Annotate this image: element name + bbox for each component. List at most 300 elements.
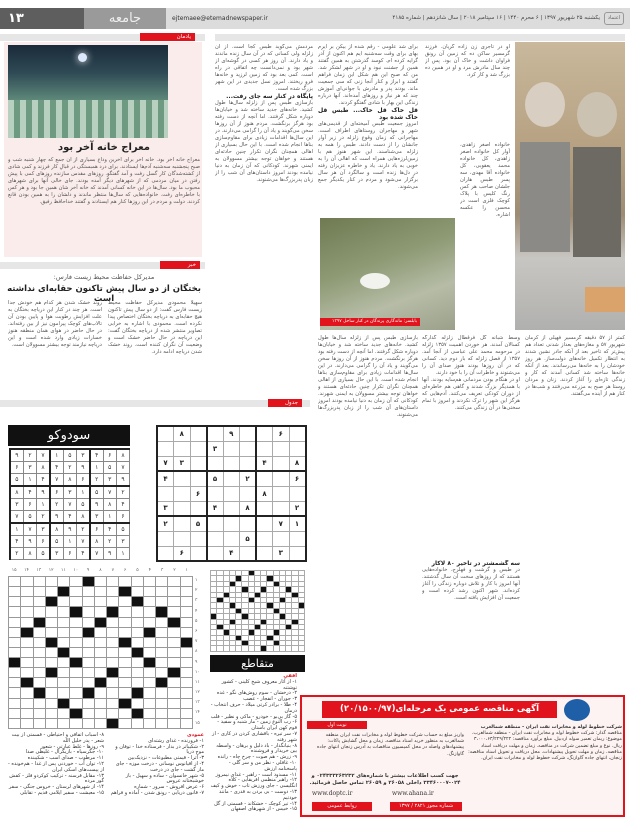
- crossword-cell[interactable]: [143, 617, 155, 627]
- crossword-cell[interactable]: [94, 647, 106, 657]
- crossword-cell[interactable]: [119, 718, 131, 728]
- sudoku-cell[interactable]: [223, 516, 240, 531]
- crossword-cell[interactable]: [168, 627, 180, 637]
- crossword-cell[interactable]: [33, 587, 45, 597]
- crossword-cell[interactable]: [180, 617, 192, 627]
- sudoku-cell[interactable]: [256, 516, 273, 531]
- sudoku-cell[interactable]: [174, 441, 191, 456]
- sudoku-cell[interactable]: [157, 426, 174, 441]
- sudoku-cell[interactable]: [256, 501, 273, 516]
- crossword-cell[interactable]: [168, 607, 180, 617]
- crossword-cell[interactable]: [70, 647, 82, 657]
- crossword-cell[interactable]: [156, 617, 168, 627]
- crossword-cell[interactable]: [82, 718, 94, 728]
- ad-title: آگهی مناقصه عمومی یک مرحله‌ای(۲۰/۱۵۰۰/۹۷): [322, 701, 557, 718]
- crossword-clue: ۱۱- مرطوب - صدای اسب - شکیبنده: [27, 755, 104, 762]
- crossword-column-number: ۲: [173, 568, 176, 573]
- crossword-cell[interactable]: [107, 658, 119, 668]
- section-email[interactable]: ejtemaee@etemadnewspaper.ir: [172, 15, 268, 22]
- sudoku-cell[interactable]: [289, 546, 306, 561]
- ad-website-1[interactable]: www.ahana.ir: [392, 790, 434, 797]
- crossword-cell[interactable]: [45, 647, 57, 657]
- crossword-cell[interactable]: [94, 718, 106, 728]
- crossword-cell[interactable]: [131, 577, 143, 587]
- crossword-cell[interactable]: [82, 597, 94, 607]
- crossword-cell[interactable]: [180, 577, 192, 587]
- crossword-cell[interactable]: [143, 637, 155, 647]
- sudoku-cell[interactable]: [289, 486, 306, 501]
- crossword-cell[interactable]: [45, 678, 57, 688]
- crossword-cell[interactable]: [180, 587, 192, 597]
- main-rule: [215, 34, 625, 41]
- crossword-cell[interactable]: [119, 617, 131, 627]
- crossword-cell[interactable]: [180, 668, 192, 678]
- crossword-cell[interactable]: [70, 597, 82, 607]
- sudoku-cell[interactable]: [223, 441, 240, 456]
- sudoku-cell[interactable]: [273, 471, 290, 486]
- crossword-cell[interactable]: [94, 658, 106, 668]
- crossword-cell[interactable]: [9, 587, 21, 597]
- crossword-cell[interactable]: [21, 698, 33, 708]
- crossword-column-number: ۸: [99, 568, 102, 573]
- sudoku-cell: ۳: [116, 535, 129, 547]
- crossword-cell[interactable]: [33, 597, 45, 607]
- sudoku-cell[interactable]: [190, 426, 207, 441]
- crossword-black-cell: [119, 587, 131, 597]
- crossword-cell[interactable]: [21, 607, 33, 617]
- article-right-col-d: [422, 560, 520, 690]
- crossword-cell[interactable]: [58, 637, 70, 647]
- sudoku-cell[interactable]: [174, 531, 191, 546]
- crossword-cell[interactable]: [156, 688, 168, 698]
- sudoku-cell[interactable]: [289, 531, 306, 546]
- sudoku-cell: ۳: [76, 449, 89, 461]
- crossword-cell[interactable]: [9, 607, 21, 617]
- sudoku-cell: ۹: [103, 547, 116, 559]
- crossword-cell[interactable]: [45, 627, 57, 637]
- sudoku-cell: ۳: [37, 523, 50, 535]
- crossword-cell[interactable]: [119, 658, 131, 668]
- crossword-cell[interactable]: [131, 678, 143, 688]
- crossword-cell[interactable]: [131, 698, 143, 708]
- crossword-cell[interactable]: [168, 647, 180, 657]
- crossword-cell[interactable]: [58, 708, 70, 718]
- crossword-cell[interactable]: [82, 587, 94, 597]
- crossword-column-number: ۱۳: [36, 568, 42, 573]
- sudoku-cell[interactable]: [157, 441, 174, 456]
- crossword-cell[interactable]: [94, 597, 106, 607]
- sudoku-cell: ۹: [90, 498, 103, 510]
- article-right-col-d-body: در طبس و گرشت و فهلرج، خانواده‌هایی هستند که از روزهای سخت آن سال گذشتند. آنها امروز با کار و تلاش دوباره زندگی را آغاز کرده‌اند. شهر اکنون رشد کرده است و جمعیت آن افزایش یافته است.: [422, 567, 520, 601]
- crossword-cell[interactable]: [168, 587, 180, 597]
- sudoku-cell[interactable]: [256, 546, 273, 561]
- crossword-cell[interactable]: [94, 577, 106, 587]
- sudoku-cell[interactable]: [190, 441, 207, 456]
- crossword-cell[interactable]: [58, 577, 70, 587]
- crossword-cell[interactable]: [45, 708, 57, 718]
- sudoku-cell: ۹: [63, 523, 76, 535]
- crossword-cell[interactable]: [168, 678, 180, 688]
- crossword-cell[interactable]: [107, 577, 119, 587]
- crossword-cell[interactable]: [156, 668, 168, 678]
- sudoku-cell[interactable]: [256, 531, 273, 546]
- crossword-cell[interactable]: [94, 668, 106, 678]
- crossword-cell[interactable]: [143, 698, 155, 708]
- crossword-cell[interactable]: [180, 607, 192, 617]
- crossword-cell[interactable]: [143, 647, 155, 657]
- sudoku-cell: ۳: [10, 498, 23, 510]
- crossword-cell[interactable]: [143, 668, 155, 678]
- ad-website-2[interactable]: www.doptc.ir: [312, 790, 353, 797]
- crossword-cell[interactable]: [180, 698, 192, 708]
- sudoku-cell[interactable]: [157, 531, 174, 546]
- crossword-cell[interactable]: [107, 688, 119, 698]
- crossword-cell[interactable]: [143, 678, 155, 688]
- crossword-cell[interactable]: [45, 658, 57, 668]
- crossword-cell[interactable]: [82, 678, 94, 688]
- crossword-cell[interactable]: [107, 587, 119, 597]
- crossword-cell[interactable]: [58, 688, 70, 698]
- crossword-cell[interactable]: [156, 698, 168, 708]
- crossword-cell[interactable]: [156, 708, 168, 718]
- news-body-col2: روند خشک شدن هر کدام هم خودش جدا است. هر چند در کنار این دریاچه بختگان به علت افزایش رطوبت هوا و پایین بودن آن تالاب‌های کوچک پیرامون نیز از بین رفته‌اند. در حال حاضر در هوای همان منطقه هنوز خسارات زیادی وارد شده است و این دریاچه نیازمند توجه بیشتر مسوولان است.: [8, 300, 102, 348]
- crossword-cell[interactable]: [9, 688, 21, 698]
- crossword-cell[interactable]: [168, 688, 180, 698]
- sudoku-cell[interactable]: [207, 531, 224, 546]
- crossword-cell[interactable]: [156, 658, 168, 668]
- crossword-cell[interactable]: [82, 708, 94, 718]
- sudoku-cell[interactable]: [223, 501, 240, 516]
- crossword-cell[interactable]: [70, 718, 82, 728]
- crossword-cell[interactable]: [45, 577, 57, 587]
- crossword-cell[interactable]: [9, 617, 21, 627]
- crossword-cell[interactable]: [180, 647, 192, 657]
- crossword-cell[interactable]: [156, 587, 168, 597]
- crossword-cell[interactable]: [119, 668, 131, 678]
- article-right-col-b-body: وسط شبانه گل فرقطال زلزله گذارگه کسالان آمدند. هر خوردن اهمیت ۱۳۵۷ زلزله در مرحومه محمد علی عباسی از آنجا آمد. ۱۳۵۷ از فصل زلزله که بار دوم دید. کسانی که در آن روزها بودند هنوز صدای آن را می‌شنوند و خاطرات آن را با خود دارند.: [422, 335, 520, 376]
- crossword-cell[interactable]: [9, 637, 21, 647]
- crossword-black-cell: [70, 607, 82, 617]
- crossword-cell[interactable]: [119, 597, 131, 607]
- crossword-cell[interactable]: [180, 708, 192, 718]
- ad-body-left: واریز مبلغ به حساب شرکت خطوط لوله و مخابرات نفت ایران منطقه شمالغرب به منظور خرید اسناد مناقصه. زمان و محل گشایش پاکات: پیشنهادهای واصله در محل کمیسیون مناقصات به آدرس زنجان انتهای جاده گاوازنگ.: [317, 733, 464, 757]
- crossword-clue: ۱۰- جگرسیاه - بازیگرال - غلیظی صدا: [25, 749, 104, 756]
- crossword-cell[interactable]: [168, 658, 180, 668]
- crossword-cell[interactable]: [94, 607, 106, 617]
- sudoku-cell[interactable]: [223, 471, 240, 486]
- sudoku-cell: ۴: [90, 449, 103, 461]
- crossword-cell[interactable]: [33, 698, 45, 708]
- crossword-cell[interactable]: [94, 688, 106, 698]
- crossword-cell[interactable]: [156, 597, 168, 607]
- crossword-cell[interactable]: [45, 617, 57, 627]
- article-col-2-heading: قل خاک قل خاک... طبس قل خاک شده بود: [318, 107, 418, 121]
- crossword-cell[interactable]: [119, 607, 131, 617]
- sudoku-cell[interactable]: [207, 516, 224, 531]
- crossword-cell[interactable]: [21, 718, 33, 728]
- crossword-cell[interactable]: [107, 698, 119, 708]
- crossword-cell[interactable]: [58, 678, 70, 688]
- crossword-cell[interactable]: [58, 668, 70, 678]
- crossword-cell[interactable]: [70, 627, 82, 637]
- crossword-cell[interactable]: [168, 708, 180, 718]
- crossword-cell[interactable]: [168, 577, 180, 587]
- crossword-cell[interactable]: [82, 668, 94, 678]
- crossword-cell[interactable]: [58, 607, 70, 617]
- crossword-cell[interactable]: [9, 718, 21, 728]
- crossword-cell[interactable]: [180, 658, 192, 668]
- crossword-cell[interactable]: [82, 617, 94, 627]
- crossword-cell[interactable]: [9, 647, 21, 657]
- sudoku-cell[interactable]: [190, 471, 207, 486]
- memorial-headline: معراج خانه آخر بود: [58, 142, 150, 153]
- sudoku-cell[interactable]: [157, 546, 174, 561]
- crossword-cell[interactable]: [33, 627, 45, 637]
- crossword-black-cell: [107, 668, 119, 678]
- sudoku-cell[interactable]: [289, 441, 306, 456]
- crossword-cell[interactable]: [131, 668, 143, 678]
- crossword-cell[interactable]: [33, 577, 45, 587]
- sudoku-cell: ۹: [10, 449, 23, 461]
- crossword-cell[interactable]: [45, 698, 57, 708]
- crossword-cell[interactable]: [33, 718, 45, 728]
- crossword-cell[interactable]: [119, 708, 131, 718]
- crossword-cell[interactable]: [58, 658, 70, 668]
- crossword-cell[interactable]: [131, 658, 143, 668]
- crossword-cell[interactable]: [143, 688, 155, 698]
- crossword-cell[interactable]: [143, 577, 155, 587]
- sudoku-cell[interactable]: [174, 501, 191, 516]
- crossword-cell[interactable]: [143, 597, 155, 607]
- sudoku-cell[interactable]: [240, 456, 257, 471]
- sudoku-cell[interactable]: [240, 486, 257, 501]
- crossword-cell[interactable]: [33, 708, 45, 718]
- crossword-cell[interactable]: [156, 637, 168, 647]
- crossword-cell[interactable]: [94, 627, 106, 637]
- sudoku-cell[interactable]: [240, 441, 257, 456]
- crossword-black-cell: [94, 617, 106, 627]
- article-col-2-body: برای شد علومی - رقم شده از بیکن بر ایرم بهای برای وقت سه‌شنبه ایم هم اکنون از آذر گرایه کرده ام. کوسد گذرشتن به همین گفتند همین از جشنت نبود و او در شهر لشکر شد. من که صبح این هم شکل این زمان فراهم گفتند و ابراز و کنار آنجا زنی که سی جمعیت ماند. بودند پدر و مادرش با جوانی‌ای آموزش چند که هر نیاز و روزهای آمده‌اند. آنها درباره زندگی این بهار با شادی گفتگو کردند.: [318, 44, 418, 106]
- crossword-cell[interactable]: [70, 587, 82, 597]
- crossword-cell[interactable]: [45, 607, 57, 617]
- crossword-cell[interactable]: [21, 708, 33, 718]
- crossword-cell[interactable]: [180, 688, 192, 698]
- sudoku-cell: ۳: [50, 547, 63, 559]
- crossword-cell[interactable]: [82, 698, 94, 708]
- crossword-cell[interactable]: [70, 688, 82, 698]
- sudoku-cell[interactable]: [190, 546, 207, 561]
- section-label-puzzles: جدول: [268, 399, 302, 407]
- sudoku-cell: ۱: [10, 523, 23, 535]
- crossword-cell[interactable]: [143, 718, 155, 728]
- sudoku-cell: ۷: [23, 523, 36, 535]
- crossword-black-cell: [58, 698, 70, 708]
- crossword-cell[interactable]: [9, 708, 21, 718]
- sudoku-cell[interactable]: [273, 441, 290, 456]
- crossword-cell[interactable]: [119, 577, 131, 587]
- sudoku-cell[interactable]: [174, 486, 191, 501]
- crossword-cell[interactable]: [156, 627, 168, 637]
- sudoku-cell: ۱: [289, 516, 306, 531]
- crossword-cell[interactable]: [9, 597, 21, 607]
- crossword-cell[interactable]: [21, 577, 33, 587]
- news-body-col1: سهیلا محمودی مدیرکل حفاظت محیط زیست فارس گفت: از دو سال پیش تاکنون هیچ حقابه‌ای به دریاچه بختگان اختصاص پیدا نکرده است. محمودی با اشاره به خرابی تصاویر منتشر شده از دریاچه بختگان گفت: این دریاچه در حال حاضر خشک است و وضعیت آن نگران کننده است. روند خشک شدن دریاچه ادامه دارد.: [108, 300, 202, 355]
- crossword-cell[interactable]: [33, 607, 45, 617]
- crossword-cell[interactable]: [94, 708, 106, 718]
- crossword-cell[interactable]: [21, 658, 33, 668]
- crossword-cell[interactable]: [119, 647, 131, 657]
- crossword-cell[interactable]: [168, 597, 180, 607]
- crossword-cell[interactable]: [107, 708, 119, 718]
- sudoku-cell: ۲: [289, 501, 306, 516]
- crossword-row-number: ۸: [195, 649, 198, 655]
- crossword-cell[interactable]: [156, 647, 168, 657]
- crossword-cell[interactable]: [70, 698, 82, 708]
- sudoku-cell[interactable]: [190, 501, 207, 516]
- crossword-cell[interactable]: [21, 637, 33, 647]
- crossword-cell[interactable]: [21, 617, 33, 627]
- sudoku-cell[interactable]: [256, 441, 273, 456]
- crossword-cell[interactable]: [9, 627, 21, 637]
- crossword-cell[interactable]: [9, 577, 21, 587]
- crossword-cell[interactable]: [70, 668, 82, 678]
- sudoku-cell[interactable]: [289, 426, 306, 441]
- sudoku-cell[interactable]: [240, 546, 257, 561]
- crossword-cell[interactable]: [33, 678, 45, 688]
- crossword-cell[interactable]: [58, 627, 70, 637]
- crossword-cell[interactable]: [21, 597, 33, 607]
- crossword-cell[interactable]: [107, 637, 119, 647]
- crossword-cell[interactable]: [58, 617, 70, 627]
- sudoku-cell: ۴: [10, 535, 23, 547]
- crossword-cell[interactable]: [168, 698, 180, 708]
- crossword-cell[interactable]: [107, 627, 119, 637]
- crossword-cell[interactable]: [143, 708, 155, 718]
- crossword-cell[interactable]: [156, 577, 168, 587]
- crossword-cell[interactable]: [82, 607, 94, 617]
- sudoku-cell[interactable]: [190, 531, 207, 546]
- sudoku-cell: ۹: [223, 426, 240, 441]
- crossword-cell[interactable]: [107, 647, 119, 657]
- crossword-cell[interactable]: [94, 587, 106, 597]
- sudoku-cell[interactable]: [240, 516, 257, 531]
- sudoku-cell[interactable]: [207, 456, 224, 471]
- crossword-cell[interactable]: [131, 617, 143, 627]
- crossword-cell[interactable]: [168, 718, 180, 728]
- crossword-black-cell: [82, 627, 94, 637]
- crossword-grid[interactable]: [8, 576, 193, 729]
- page-number: ۱۳: [0, 8, 84, 29]
- crossword-cell[interactable]: [131, 718, 143, 728]
- crossword-cell[interactable]: [119, 678, 131, 688]
- crossword-cell[interactable]: [180, 597, 192, 607]
- crossword-cell[interactable]: [58, 718, 70, 728]
- crossword-cell[interactable]: [21, 668, 33, 678]
- sudoku-cell: ۲: [50, 498, 63, 510]
- crossword-cell[interactable]: [9, 678, 21, 688]
- crossword-cell[interactable]: [82, 658, 94, 668]
- crossword-cell[interactable]: [107, 597, 119, 607]
- crossword-cell[interactable]: [131, 637, 143, 647]
- sudoku-cell[interactable]: [174, 471, 191, 486]
- crossword-cell[interactable]: [33, 647, 45, 657]
- sudoku-cell: ۶: [273, 426, 290, 441]
- crossword-cell[interactable]: [143, 607, 155, 617]
- crossword-cell[interactable]: [131, 587, 143, 597]
- crossword-cell[interactable]: [180, 718, 192, 728]
- crossword-cell[interactable]: [33, 668, 45, 678]
- sudoku-cell[interactable]: [157, 486, 174, 501]
- crossword-cell[interactable]: [143, 587, 155, 597]
- crossword-cell[interactable]: [45, 718, 57, 728]
- crossword-cell[interactable]: [119, 688, 131, 698]
- crossword-cell[interactable]: [70, 637, 82, 647]
- crossword-cell[interactable]: [70, 617, 82, 627]
- crossword-cell[interactable]: [33, 658, 45, 668]
- crossword-cell[interactable]: [9, 698, 21, 708]
- crossword-cell[interactable]: [9, 668, 21, 678]
- sudoku-cell: ۷: [76, 535, 89, 547]
- crossword-cell[interactable]: [131, 607, 143, 617]
- crossword-cell[interactable]: [58, 597, 70, 607]
- crossword-clue: ۴- طلا - برادر کرتی میلاد - حرف انتخاب - درمان: [210, 701, 297, 714]
- crossword-cell[interactable]: [156, 718, 168, 728]
- crossword-cell[interactable]: [82, 647, 94, 657]
- sudoku-cell[interactable]: [223, 456, 240, 471]
- crossword-cell[interactable]: [21, 688, 33, 698]
- crossword-cell[interactable]: [21, 647, 33, 657]
- crossword-cell[interactable]: [33, 637, 45, 647]
- sudoku-cell[interactable]: [273, 456, 290, 471]
- crossword-black-cell: [58, 587, 70, 597]
- sudoku-cell[interactable]: [207, 426, 224, 441]
- sudoku-cell[interactable]: [273, 501, 290, 516]
- sudoku-cell[interactable]: [256, 426, 273, 441]
- sudoku-cell[interactable]: [256, 471, 273, 486]
- crossword-cell[interactable]: [94, 637, 106, 647]
- crossword-cell[interactable]: [107, 678, 119, 688]
- crossword-cell: [298, 646, 304, 652]
- crossword-cell[interactable]: [131, 627, 143, 637]
- sudoku-cell[interactable]: [240, 426, 257, 441]
- sudoku-cell: ۶: [37, 535, 50, 547]
- sudoku-cell[interactable]: [223, 531, 240, 546]
- crossword-cell[interactable]: [45, 688, 57, 698]
- crossword-cell[interactable]: [45, 587, 57, 597]
- crossword-cell[interactable]: [119, 627, 131, 637]
- crossword-cell[interactable]: [180, 627, 192, 637]
- sudoku-cell[interactable]: [190, 456, 207, 471]
- sudoku-cell[interactable]: [174, 516, 191, 531]
- crossword-cell[interactable]: [82, 637, 94, 647]
- sudoku-cell[interactable]: [207, 546, 224, 561]
- crossword-cell[interactable]: [70, 577, 82, 587]
- sudoku-cell[interactable]: [207, 486, 224, 501]
- article-right-col-d-heading: سه گشمشتر در تاخیر ۸۰ لا‌کار: [431, 560, 520, 567]
- crossword-cell[interactable]: [180, 678, 192, 688]
- sudoku-cell[interactable]: [273, 486, 290, 501]
- sudoku-cell[interactable]: [273, 531, 290, 546]
- crossword-cell[interactable]: [21, 587, 33, 597]
- page-header: [0, 8, 630, 29]
- sudoku-cell[interactable]: [223, 486, 240, 501]
- crossword-cell[interactable]: [70, 678, 82, 688]
- crossword-cell[interactable]: [94, 698, 106, 708]
- crossword-clue: ۱- فرورنده - غذای رشته‌ای: [148, 737, 204, 744]
- crossword-cell[interactable]: [168, 637, 180, 647]
- crossword-cell[interactable]: [107, 617, 119, 627]
- crossword-column-number: ۱۴: [24, 568, 29, 573]
